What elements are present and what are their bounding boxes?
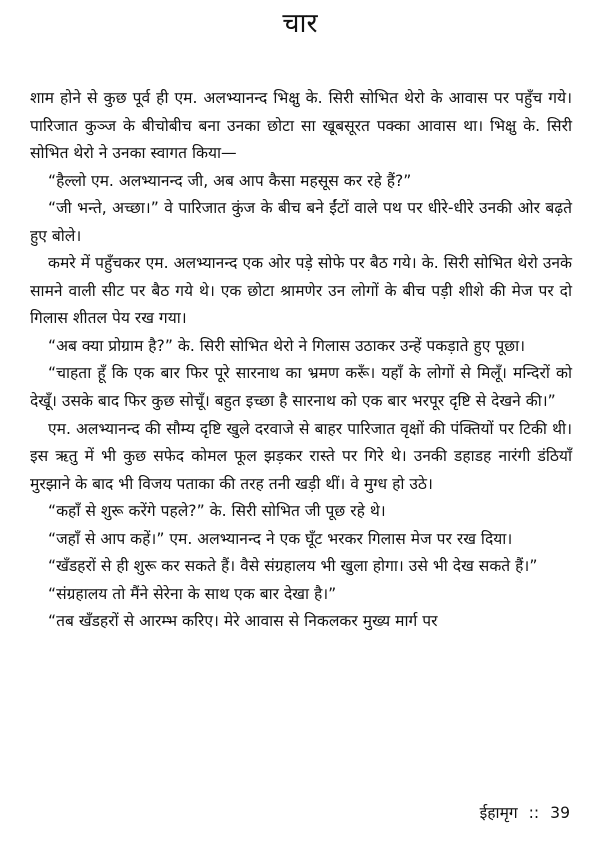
paragraph: “जी भन्ते, अच्छा।” वे पारिजात कुंज के बीच बने ईंटों वाले पथ पर धीरे-धीरे उनकी ओर बढ़ते हुए बोले।: [30, 199, 572, 245]
chapter-title: चार: [282, 8, 318, 39]
paragraph: शाम होने से कुछ पूर्व ही एम. अलभ्यानन्द भिक्षु के. सिरी सोभित थेरो के आवास पर पहुँच गये। पारिजात कुञ्ज के बीचोबीच बना उनका छोटा सा खूबसूरत पक्का आवास था। भिक्षु के. सिरी सोभित थेरो ने उनका स्वागत किया—: [30, 89, 572, 163]
paragraph: “कहाँ से शुरू करेंगे पहले?” के. सिरी सोभित जी पूछ रहे थे।: [48, 502, 386, 521]
paragraph: “तब खँडहरों से आरम्भ करिए। मेरे आवास से निकलकर मुख्य मार्ग पर: [48, 612, 438, 631]
page-number: 39: [550, 804, 570, 822]
paragraph: “संग्रहालय तो मैंने सेरेना के साथ एक बार देखा है।”: [48, 584, 337, 603]
paragraph: “अब क्या प्रोग्राम है?” के. सिरी सोभित थेरो ने गिलास उठाकर उन्हें पकड़ाते हुए पूछा।: [48, 336, 526, 355]
paragraph: “खँडहरों से ही शुरू कर सकते हैं। वैसे संग्रहालय भी खुला होगा। उसे भी देख सकते हैं।”: [48, 557, 538, 576]
body-text: [30, 85, 572, 636]
paragraph: “जहाँ से आप कहें।” एम. अलभ्यानन्द ने एक घूँट भरकर गिलास मेज पर रख दिया।: [48, 529, 513, 548]
paragraph: कमरे में पहुँचकर एम. अलभ्यानन्द एक ओर पड़े सोफे पर बैठ गये। के. सिरी सोभित थेरो उनके सामने वाली सीट पर बैठ गये थे। एक छोटा श्रामणेर उन लोगों के बीच पड़ी शीशे की मेज पर दो गिलास शीतल पेय रख गया।: [30, 254, 572, 328]
paragraph: एम. अलभ्यानन्द की सौम्य दृष्टि खुले दरवाजे से बाहर पारिजात वृक्षों की पंक्तियों पर टिकी थी। इस ऋतु में भी कुछ सफेद कोमल फूल झड़कर रास्ते पर गिरे थे। उनकी डहाडह नारंगी डंठियाँ मुरझाने के बाद भी विजय पताका की तरह तनी खड़ी थीं। वे मुग्ध हो उठे।: [30, 419, 572, 493]
running-title: ईहामृग: [479, 804, 518, 822]
page-footer: [480, 800, 570, 826]
footer-separator: ::: [528, 804, 540, 822]
paragraph: “हैल्लो एम. अलभ्यानन्द जी, अब आप कैसा महसूस कर रहे हैं?”: [48, 171, 412, 190]
paragraph: “चाहता हूँ कि एक बार फिर पूरे सारनाथ का भ्रमण करूँ। यहाँ के लोगों से मिलूँ। मन्दिरों को देखूँ। उसके बाद फिर कुछ सोचूँ। बहुत इच्छा है सारनाथ को एक बार भरपूर दृष्टि से देखने की।”: [30, 364, 572, 411]
